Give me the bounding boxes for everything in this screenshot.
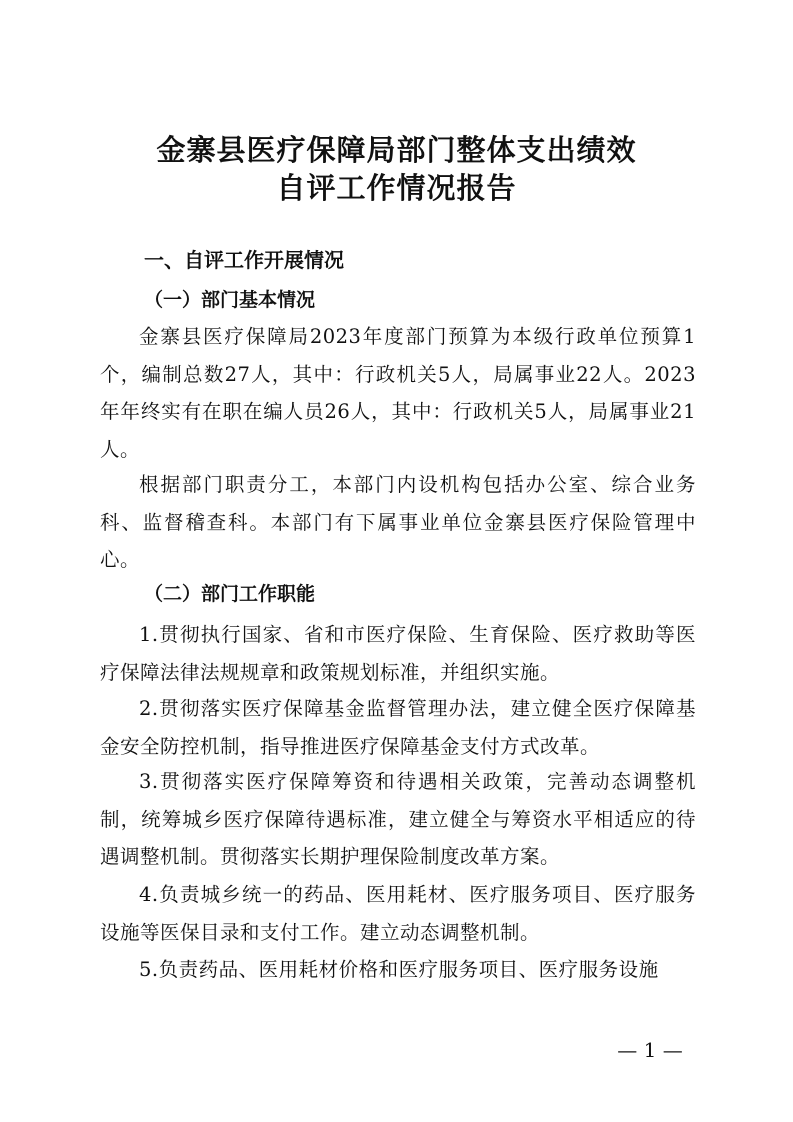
subsection-heading-basic-info: （一）部门基本情况 [144, 289, 316, 311]
section-heading-self-evaluation: 一、自评工作开展情况 [144, 248, 344, 272]
duty-item-3: 3.贯彻落实医疗保障筹资和待遇相关政策，完善动态调整机制，统筹城乡医疗保障待遇标准，建立健全与筹资水平相适应的待遇调整机制。贯彻落实长期护理保险制度改革方案。 [100, 770, 696, 868]
duty-item-1: 1.贯彻执行国家、省和市医疗保险、生育保险、医疗救助等医疗保障法律法规规章和政策规划标准，并组织实施。 [100, 623, 696, 684]
report-title-line-1: 金寨县医疗保障局部门整体支出绩效 [156, 133, 637, 167]
page-number: — 1 — [617, 1038, 683, 1062]
duty-item-5: 5.负责药品、医用耗材价格和医疗服务项目、医疗服务设施 [139, 958, 659, 981]
paragraph-budget-staffing: 金寨县医疗保障局2023年度部门预算为本级行政单位预算1个，编制总数27人，其中：行政机关5人，局属事业22人。2023年年终实有在职在编人员26人，其中：行政机关5人，局属事业21人。 [100, 325, 696, 461]
report-title-line-2: 自评工作情况报告 [276, 171, 517, 205]
paragraph-internal-structure: 根据部门职责分工，本部门内设机构包括办公室、综合业务科、监督稽查科。本部门有下属事业单位金寨县医疗保险管理中心。 [100, 473, 696, 571]
subsection-heading-functions: （二）部门工作职能 [144, 583, 316, 605]
duty-item-4: 4.负责城乡统一的药品、医用耗材、医疗服务项目、医疗服务设施等医保目录和支付工作。建立动态调整机制。 [100, 883, 696, 944]
duty-item-2: 2.贯彻落实医疗保障基金监督管理办法，建立健全医疗保障基金安全防控机制，指导推进医疗保障基金支付方式改革。 [100, 697, 696, 758]
